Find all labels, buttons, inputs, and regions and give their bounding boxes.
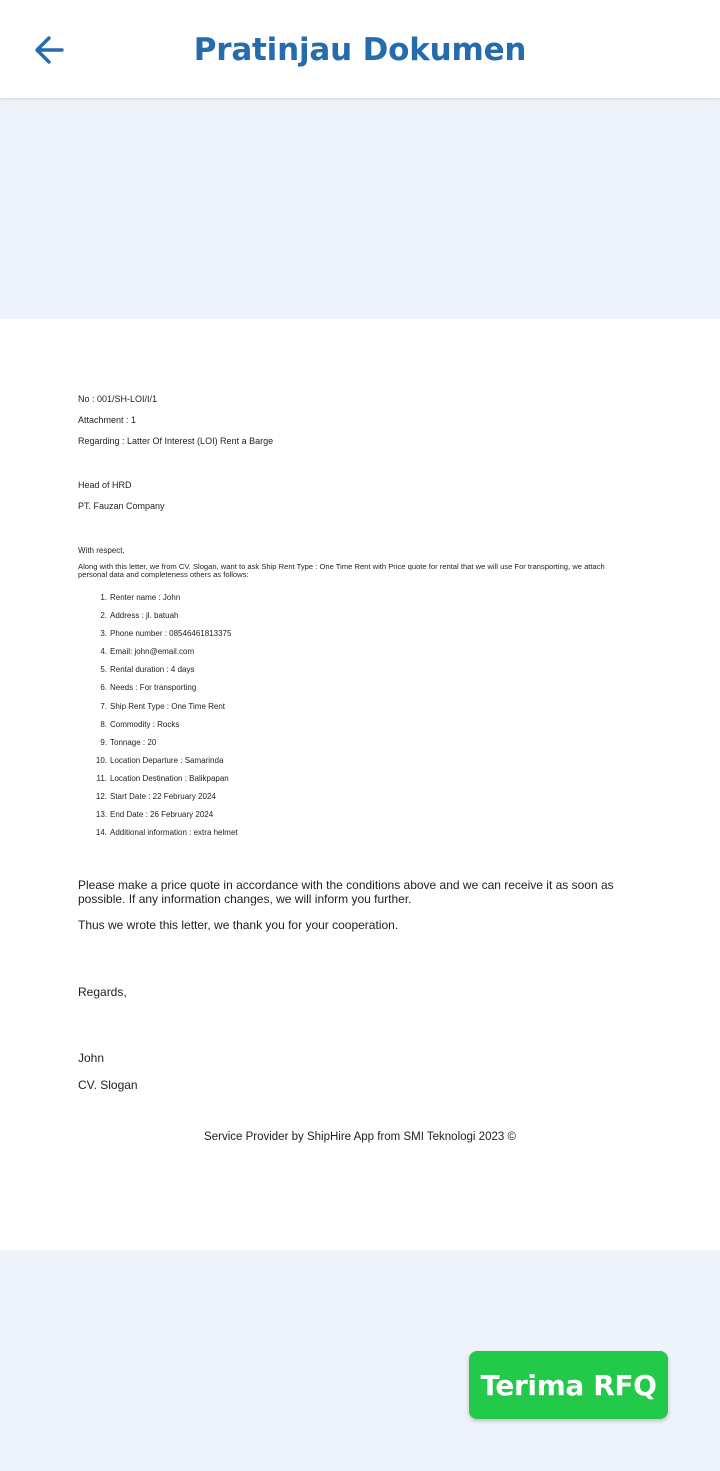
detail-item — [78, 629, 578, 647]
detail-item — [78, 828, 578, 846]
detail-item-number: 7. — [100, 701, 107, 711]
letter-thanks: Thus we wrote this letter, we thank you for your cooperation. — [78, 918, 399, 932]
detail-item-text: Additional information : extra helmet — [110, 828, 238, 838]
detail-item-text: Location Departure : Samarinda — [110, 755, 224, 765]
detail-item-text: Email: john@email.com — [110, 647, 195, 657]
detail-item — [78, 702, 578, 720]
letter-greeting: With respect, — [78, 546, 125, 555]
detail-item — [78, 756, 578, 774]
document-preview — [0, 319, 720, 1250]
detail-item-text: Commodity : Rocks — [110, 719, 180, 729]
detail-item-text: Renter name : John — [110, 593, 181, 602]
detail-item — [78, 647, 578, 665]
page-title: Pratinjau Dokumen — [193, 32, 527, 68]
detail-item — [78, 720, 578, 738]
detail-item-text: Start Date : 22 February 2024 — [110, 792, 216, 802]
letter-request: Please make a price quote in accordance with the conditions above and we can receive it as soon as possible. If any information changes, we will inform you further. — [78, 878, 614, 906]
accept-rfq-button[interactable]: Terima RFQ — [469, 1351, 668, 1419]
detail-item-text: Ship Rent Type : One Time Rent — [110, 701, 226, 711]
detail-item-text: Address : jl. batuah — [110, 611, 179, 621]
letter-attachment: Attachment : 1 — [78, 415, 137, 425]
detail-item — [78, 665, 578, 683]
detail-item-number: 6. — [100, 683, 107, 693]
detail-item — [78, 683, 578, 701]
recipient-title: Head of HRD — [78, 480, 132, 490]
detail-list — [78, 593, 578, 846]
detail-item-number: 2. — [100, 611, 107, 621]
detail-item-text: Needs : For transporting — [110, 683, 197, 693]
detail-item-number: 9. — [100, 737, 107, 747]
detail-item — [78, 738, 578, 756]
detail-item-number: 13. — [95, 810, 107, 820]
detail-item — [78, 810, 578, 828]
detail-item — [78, 774, 578, 792]
detail-item — [78, 611, 578, 629]
letter-regarding: Regarding : Latter Of Interest (LOI) Rent a Barge — [78, 436, 274, 446]
detail-item-number: 8. — [100, 719, 107, 729]
detail-item-text: Rental duration : 4 days — [110, 665, 195, 675]
detail-item — [78, 593, 578, 611]
detail-item-number: 1. — [100, 593, 107, 602]
detail-item-number: 14. — [95, 828, 107, 838]
detail-item-number: 4. — [100, 647, 107, 657]
letter-number: No : 001/SH-LOI/I/1 — [78, 394, 158, 404]
detail-item-number: 3. — [100, 629, 107, 639]
recipient-company: PT. Fauzan Company — [78, 501, 165, 511]
app-bar — [0, 0, 720, 98]
footer-note: Service Provider by ShipHire App from SMI Teknologi 2023 © — [204, 1131, 516, 1143]
detail-item-text: End Date : 26 February 2024 — [110, 810, 214, 820]
detail-item-number: 12. — [95, 792, 107, 802]
detail-item-number: 11. — [96, 773, 107, 783]
detail-item — [78, 792, 578, 810]
detail-item-text: Phone number : 08546461813375 — [110, 629, 232, 639]
detail-item-number: 10. — [95, 755, 107, 765]
detail-item-text: Location Destination : Balikpapan — [110, 773, 229, 783]
signer-company: CV. Slogan — [78, 1078, 138, 1092]
letter-closing: Regards, — [78, 985, 127, 999]
detail-item-text: Tonnage : 20 — [110, 737, 157, 747]
letter-intro: Along with this letter, we from CV. Slogan, want to ask Ship Rent Type : One Time Rent with Price quote for rental that we will use For transporting, we attach personal data and completeness others as follows: — [78, 562, 605, 580]
detail-item-number: 5. — [100, 665, 107, 675]
signer-name: John — [78, 1051, 105, 1065]
